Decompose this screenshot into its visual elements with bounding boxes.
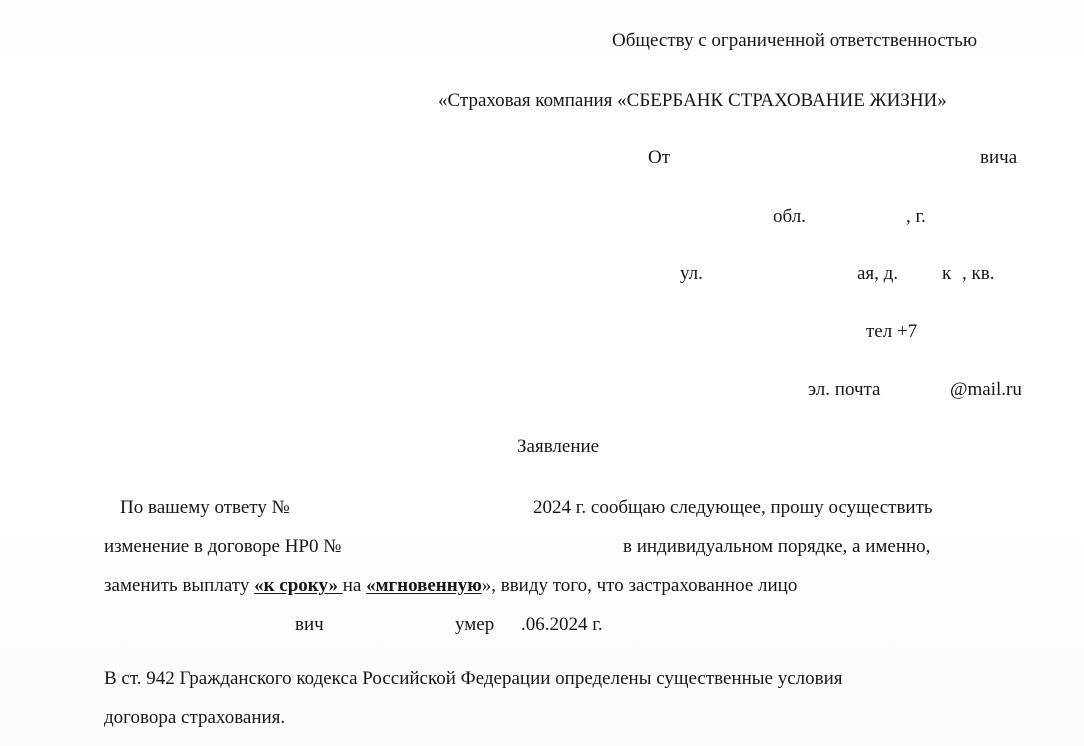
document-title: Заявление [517,436,600,457]
body-line-3-part3: », ввиду того, что застрахованное лицо [481,575,798,596]
death-word: умер [455,614,495,635]
from-prefix: От [648,147,671,168]
payout-term-option: «к сроку» [254,575,343,596]
email-label: эл. почта [808,379,881,400]
body-line-3-part2: на [342,575,367,596]
addressee-line-2: «Страховая компания «СБЕРБАНК СТРАХОВАНИЕ ЖИЗНИ» [438,90,947,111]
region-city: , г. [906,206,926,227]
street-korp: к [942,263,952,284]
body-line-1-start: По вашему ответу № [120,497,290,518]
street-house: ая, д. [857,263,899,284]
phone: тел +7 [866,321,918,342]
body-line-2-end: в индивидуальном порядке, а именно, [623,536,931,557]
body-line-1-end: 2024 г. сообщаю следующее, прошу осуществить [533,497,933,518]
death-date: .06.2024 г. [521,614,603,635]
legal-line-2: договора страхования. [104,707,286,728]
region-obl: обл. [773,206,806,227]
street-flat: , кв. [962,263,995,284]
insured-name-suffix: вич [295,614,324,635]
body-line-3 [104,574,797,598]
legal-line-1: В ст. 942 Гражданского кодекса Российской Федерации определены существенные условия [104,668,843,689]
body-line-2-start: изменение в договоре НР0 № [104,536,342,557]
body-line-3-part1: заменить выплату [104,575,255,596]
payout-instant-option: «мгновенную [366,575,482,596]
street-prefix: ул. [680,263,703,284]
addressee-line-1: Обществу с ограниченной ответственностью [612,30,978,51]
from-suffix: вича [980,147,1018,168]
email-domain: @mail.ru [950,379,1022,400]
